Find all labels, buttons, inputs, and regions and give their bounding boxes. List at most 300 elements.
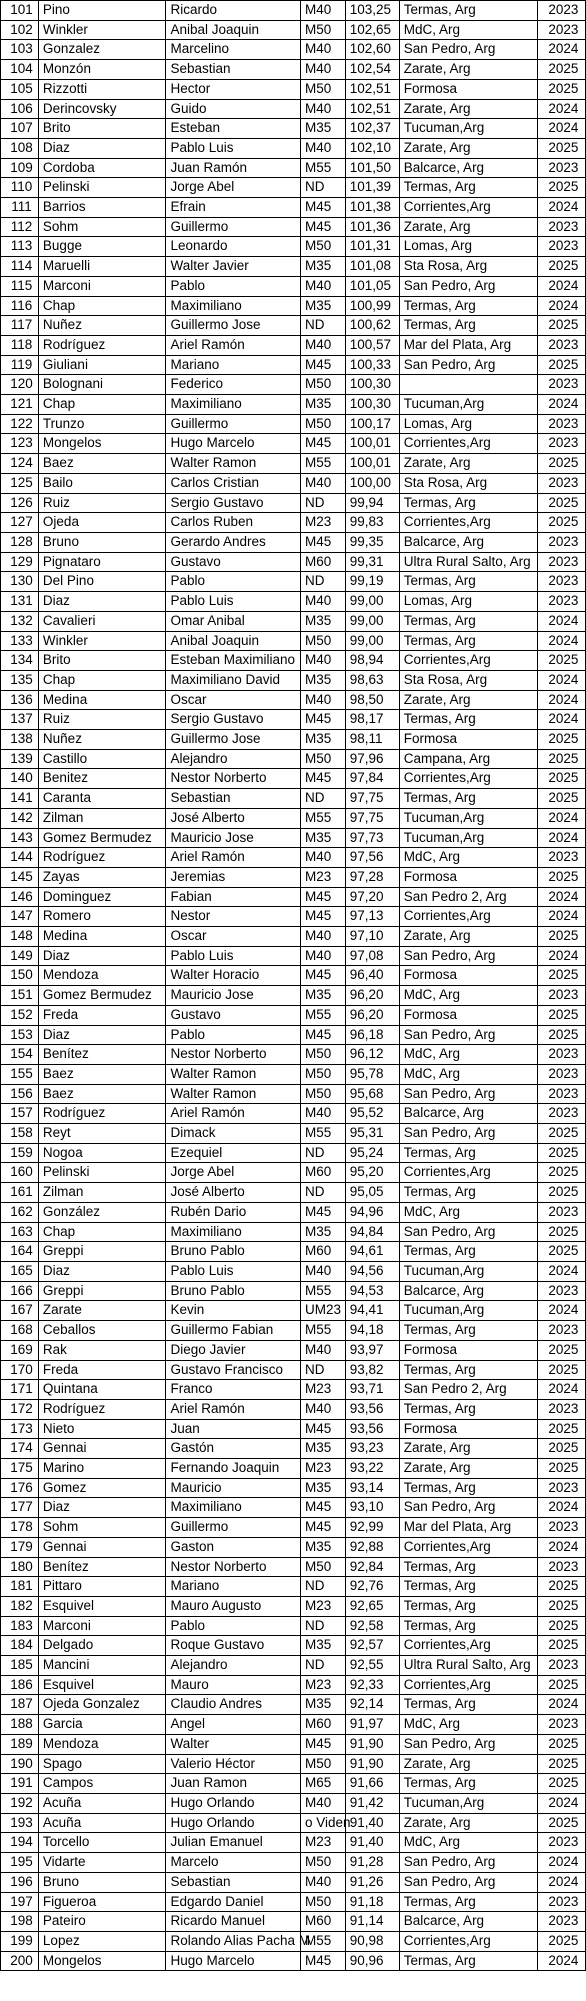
- cell-position: 129: [1, 552, 39, 572]
- cell-points: 93,82: [345, 1360, 399, 1380]
- table-row: [1, 1262, 586, 1282]
- cell-surname: Monzón: [38, 60, 166, 80]
- cell-first-name: Anibal Joaquin: [166, 20, 300, 40]
- cell-position: 142: [1, 808, 39, 828]
- cell-points: 100,30: [345, 375, 399, 395]
- table-row: [1, 237, 586, 257]
- cell-points: 100,62: [345, 316, 399, 336]
- table-row: [1, 1005, 586, 1025]
- table-row: [1, 710, 586, 730]
- cell-points: 98,50: [345, 690, 399, 710]
- table-row: [1, 60, 586, 80]
- cell-position: 197: [1, 1892, 39, 1912]
- cell-first-name: Ariel Ramón: [166, 1104, 300, 1124]
- cell-surname: Acuña: [38, 1793, 166, 1813]
- cell-year: 2025: [537, 454, 585, 474]
- table-row: [1, 1321, 586, 1341]
- cell-position: 147: [1, 907, 39, 927]
- cell-position: 149: [1, 946, 39, 966]
- cell-category: M40: [300, 1262, 345, 1282]
- cell-points: 91,26: [345, 1872, 399, 1892]
- cell-points: 93,23: [345, 1439, 399, 1459]
- cell-year: 2024: [537, 276, 585, 296]
- cell-year: 2025: [537, 1636, 585, 1656]
- table-row: [1, 1912, 586, 1932]
- table-row: [1, 1754, 586, 1774]
- cell-first-name: Hugo Marcelo: [166, 434, 300, 454]
- cell-surname: Del Pino: [38, 572, 166, 592]
- cell-location: Zarate, Arg: [399, 1813, 537, 1833]
- cell-surname: Gomez Bermudez: [38, 986, 166, 1006]
- cell-position: 135: [1, 670, 39, 690]
- cell-first-name: Pablo: [166, 1025, 300, 1045]
- cell-first-name: Hector: [166, 79, 300, 99]
- cell-year: 2023: [537, 1399, 585, 1419]
- cell-first-name: Maximiliano: [166, 1222, 300, 1242]
- cell-surname: Nieto: [38, 1419, 166, 1439]
- cell-points: 93,22: [345, 1459, 399, 1479]
- cell-surname: Freda: [38, 1360, 166, 1380]
- cell-surname: Gomez: [38, 1478, 166, 1498]
- table-row: [1, 20, 586, 40]
- cell-position: 104: [1, 60, 39, 80]
- cell-first-name: Nestor Norberto: [166, 1557, 300, 1577]
- table-row: [1, 1143, 586, 1163]
- cell-position: 107: [1, 119, 39, 139]
- cell-position: 170: [1, 1360, 39, 1380]
- cell-surname: Mendoza: [38, 966, 166, 986]
- cell-first-name: Mauricio Jose: [166, 986, 300, 1006]
- cell-surname: Nuñez: [38, 316, 166, 336]
- cell-first-name: Alejandro: [166, 1656, 300, 1676]
- cell-year: 2023: [537, 1557, 585, 1577]
- cell-surname: Ruiz: [38, 493, 166, 513]
- cell-surname: Vidarte: [38, 1853, 166, 1873]
- cell-surname: Sohm: [38, 217, 166, 237]
- cell-position: 158: [1, 1124, 39, 1144]
- cell-points: 95,78: [345, 1064, 399, 1084]
- cell-location: Lomas, Arg: [399, 592, 537, 612]
- cell-points: 101,08: [345, 257, 399, 277]
- table-row: [1, 1360, 586, 1380]
- cell-category: M60: [300, 1912, 345, 1932]
- cell-category: M40: [300, 848, 345, 868]
- table-row: [1, 572, 586, 592]
- cell-position: 114: [1, 257, 39, 277]
- cell-first-name: Pablo Luis: [166, 946, 300, 966]
- cell-first-name: Mauricio: [166, 1478, 300, 1498]
- cell-category: M40: [300, 1340, 345, 1360]
- cell-location: Ultra Rural Salto, Arg: [399, 1656, 537, 1676]
- cell-category: M55: [300, 1005, 345, 1025]
- cell-first-name: Mauro: [166, 1675, 300, 1695]
- cell-category: M40: [300, 473, 345, 493]
- cell-points: 100,99: [345, 296, 399, 316]
- cell-category: M35: [300, 1636, 345, 1656]
- cell-surname: Derincovsky: [38, 99, 166, 119]
- table-row: [1, 1222, 586, 1242]
- cell-year: 2024: [537, 946, 585, 966]
- cell-year: 2023: [537, 592, 585, 612]
- cell-first-name: Esteban Maximiliano: [166, 651, 300, 671]
- cell-points: 99,00: [345, 631, 399, 651]
- table-row: [1, 1951, 586, 1971]
- cell-year: 2025: [537, 1025, 585, 1045]
- cell-first-name: Walter Ramon: [166, 1084, 300, 1104]
- cell-position: 134: [1, 651, 39, 671]
- cell-points: 97,75: [345, 789, 399, 809]
- cell-location: Corrientes,Arg: [399, 434, 537, 454]
- cell-surname: Spago: [38, 1754, 166, 1774]
- cell-category: M45: [300, 1734, 345, 1754]
- cell-category: ND: [300, 1143, 345, 1163]
- cell-surname: Cordoba: [38, 158, 166, 178]
- cell-surname: Zilman: [38, 1183, 166, 1203]
- cell-points: 97,73: [345, 828, 399, 848]
- cell-position: 165: [1, 1262, 39, 1282]
- cell-points: 94,56: [345, 1262, 399, 1282]
- table-row: [1, 808, 586, 828]
- cell-position: 106: [1, 99, 39, 119]
- cell-category: M35: [300, 1537, 345, 1557]
- table-row: [1, 99, 586, 119]
- cell-points: 97,56: [345, 848, 399, 868]
- cell-location: MdC, Arg: [399, 1064, 537, 1084]
- cell-position: 192: [1, 1793, 39, 1813]
- cell-category: M60: [300, 1163, 345, 1183]
- table-row: [1, 1439, 586, 1459]
- cell-surname: Chap: [38, 395, 166, 415]
- cell-location: MdC, Arg: [399, 1715, 537, 1735]
- cell-surname: Garcia: [38, 1715, 166, 1735]
- cell-position: 184: [1, 1636, 39, 1656]
- cell-points: 92,57: [345, 1636, 399, 1656]
- cell-position: 126: [1, 493, 39, 513]
- cell-points: 102,51: [345, 99, 399, 119]
- cell-position: 131: [1, 592, 39, 612]
- cell-position: 154: [1, 1045, 39, 1065]
- cell-category: M45: [300, 198, 345, 218]
- cell-first-name: Maximiliano: [166, 296, 300, 316]
- cell-points: 97,84: [345, 769, 399, 789]
- cell-location: Corrientes,Arg: [399, 1537, 537, 1557]
- cell-points: 99,94: [345, 493, 399, 513]
- table-row: [1, 1380, 586, 1400]
- cell-surname: González: [38, 1202, 166, 1222]
- cell-first-name: Pablo Luis: [166, 138, 300, 158]
- cell-year: 2023: [537, 1912, 585, 1932]
- cell-location: Termas, Arg: [399, 296, 537, 316]
- cell-points: 102,37: [345, 119, 399, 139]
- cell-first-name: Guillermo Jose: [166, 730, 300, 750]
- cell-location: Formosa: [399, 730, 537, 750]
- cell-surname: Greppi: [38, 1242, 166, 1262]
- cell-surname: Rodríguez: [38, 848, 166, 868]
- cell-points: 93,14: [345, 1478, 399, 1498]
- table-row: [1, 158, 586, 178]
- table-row: [1, 887, 586, 907]
- cell-position: 109: [1, 158, 39, 178]
- cell-points: 92,99: [345, 1518, 399, 1538]
- cell-points: 94,61: [345, 1242, 399, 1262]
- cell-position: 185: [1, 1656, 39, 1676]
- table-row: [1, 79, 586, 99]
- cell-year: 2023: [537, 848, 585, 868]
- cell-category: M40: [300, 1872, 345, 1892]
- cell-first-name: Gaston: [166, 1537, 300, 1557]
- cell-category: M23: [300, 1675, 345, 1695]
- cell-first-name: Anibal Joaquin: [166, 631, 300, 651]
- cell-category: M50: [300, 631, 345, 651]
- cell-year: 2025: [537, 789, 585, 809]
- cell-category: M50: [300, 237, 345, 257]
- cell-location: Balcarce, Arg: [399, 1912, 537, 1932]
- cell-surname: Marino: [38, 1459, 166, 1479]
- cell-first-name: Bruno Pablo: [166, 1242, 300, 1262]
- cell-year: 2025: [537, 1616, 585, 1636]
- cell-first-name: Sergio Gustavo: [166, 710, 300, 730]
- cell-year: 2023: [537, 1, 585, 21]
- cell-surname: Trunzo: [38, 414, 166, 434]
- cell-location: Tucuman,Arg: [399, 1262, 537, 1282]
- cell-position: 200: [1, 1951, 39, 1971]
- cell-position: 187: [1, 1695, 39, 1715]
- cell-location: Tucuman,Arg: [399, 828, 537, 848]
- cell-year: 2023: [537, 434, 585, 454]
- cell-category: M50: [300, 1754, 345, 1774]
- table-row: [1, 1419, 586, 1439]
- cell-surname: Campos: [38, 1774, 166, 1794]
- cell-category: M45: [300, 887, 345, 907]
- table-row: [1, 375, 586, 395]
- cell-location: San Pedro, Arg: [399, 1853, 537, 1873]
- cell-points: 92,33: [345, 1675, 399, 1695]
- cell-first-name: Juan Ramon: [166, 1774, 300, 1794]
- cell-location: Formosa: [399, 79, 537, 99]
- cell-category: ND: [300, 1360, 345, 1380]
- table-row: [1, 1695, 586, 1715]
- cell-location: San Pedro 2, Arg: [399, 1380, 537, 1400]
- cell-position: 115: [1, 276, 39, 296]
- cell-position: 155: [1, 1064, 39, 1084]
- cell-points: 94,18: [345, 1321, 399, 1341]
- cell-location: Sta Rosa, Arg: [399, 473, 537, 493]
- cell-first-name: Kevin: [166, 1301, 300, 1321]
- cell-location: Termas, Arg: [399, 1774, 537, 1794]
- cell-position: 125: [1, 473, 39, 493]
- cell-points: 93,71: [345, 1380, 399, 1400]
- cell-category: M35: [300, 1695, 345, 1715]
- cell-points: 97,96: [345, 749, 399, 769]
- table-row: [1, 1616, 586, 1636]
- cell-position: 121: [1, 395, 39, 415]
- cell-category: M45: [300, 217, 345, 237]
- cell-first-name: Edgardo Daniel: [166, 1892, 300, 1912]
- table-row: [1, 1577, 586, 1597]
- cell-location: Lomas, Arg: [399, 237, 537, 257]
- cell-position: 162: [1, 1202, 39, 1222]
- cell-year: 2024: [537, 1380, 585, 1400]
- cell-surname: Zayas: [38, 867, 166, 887]
- cell-position: 143: [1, 828, 39, 848]
- cell-category: M50: [300, 20, 345, 40]
- cell-year: 2025: [537, 178, 585, 198]
- cell-position: 193: [1, 1813, 39, 1833]
- cell-position: 163: [1, 1222, 39, 1242]
- cell-location: San Pedro 2, Arg: [399, 887, 537, 907]
- cell-position: 167: [1, 1301, 39, 1321]
- cell-year: 2023: [537, 375, 585, 395]
- cell-points: 102,60: [345, 40, 399, 60]
- cell-surname: Esquivel: [38, 1675, 166, 1695]
- cell-category: M35: [300, 1439, 345, 1459]
- cell-first-name: Guillermo: [166, 414, 300, 434]
- cell-year: 2023: [537, 1202, 585, 1222]
- cell-surname: Chap: [38, 296, 166, 316]
- cell-first-name: Oscar: [166, 927, 300, 947]
- cell-first-name: Rolando Alias Pacha M: [166, 1931, 300, 1951]
- cell-first-name: Hugo Orlando: [166, 1813, 300, 1833]
- cell-location: Zarate, Arg: [399, 217, 537, 237]
- cell-position: 124: [1, 454, 39, 474]
- cell-surname: Zarate: [38, 1301, 166, 1321]
- cell-location: Termas, Arg: [399, 631, 537, 651]
- cell-first-name: Franco: [166, 1380, 300, 1400]
- cell-location: Corrientes,Arg: [399, 907, 537, 927]
- cell-first-name: Carlos Ruben: [166, 513, 300, 533]
- cell-surname: Caranta: [38, 789, 166, 809]
- cell-position: 196: [1, 1872, 39, 1892]
- cell-points: 100,33: [345, 355, 399, 375]
- table-row: [1, 1813, 586, 1833]
- table-row: [1, 119, 586, 139]
- cell-year: 2024: [537, 1262, 585, 1282]
- cell-position: 174: [1, 1439, 39, 1459]
- cell-year: 2023: [537, 217, 585, 237]
- cell-location: Tucuman,Arg: [399, 119, 537, 139]
- cell-points: 91,42: [345, 1793, 399, 1813]
- cell-position: 132: [1, 611, 39, 631]
- cell-position: 151: [1, 986, 39, 1006]
- cell-location: Termas, Arg: [399, 1399, 537, 1419]
- cell-points: 96,20: [345, 986, 399, 1006]
- cell-surname: Bolognani: [38, 375, 166, 395]
- cell-points: 102,54: [345, 60, 399, 80]
- cell-category: M35: [300, 730, 345, 750]
- cell-position: 102: [1, 20, 39, 40]
- cell-position: 199: [1, 1931, 39, 1951]
- cell-location: Balcarce, Arg: [399, 158, 537, 178]
- cell-surname: Winkler: [38, 631, 166, 651]
- cell-location: San Pedro, Arg: [399, 40, 537, 60]
- cell-points: 97,20: [345, 887, 399, 907]
- cell-points: 93,56: [345, 1419, 399, 1439]
- cell-position: 133: [1, 631, 39, 651]
- cell-first-name: Walter Horacio: [166, 966, 300, 986]
- table-row: [1, 966, 586, 986]
- table-row: [1, 749, 586, 769]
- cell-year: 2025: [537, 1005, 585, 1025]
- cell-first-name: Walter Javier: [166, 257, 300, 277]
- cell-position: 144: [1, 848, 39, 868]
- cell-year: 2023: [537, 572, 585, 592]
- cell-points: 91,40: [345, 1813, 399, 1833]
- cell-first-name: Juan: [166, 1419, 300, 1439]
- cell-surname: Maruelli: [38, 257, 166, 277]
- cell-location: Termas, Arg: [399, 316, 537, 336]
- cell-category: M40: [300, 138, 345, 158]
- cell-year: 2025: [537, 1419, 585, 1439]
- cell-location: Balcarce, Arg: [399, 1281, 537, 1301]
- cell-first-name: Nestor Norberto: [166, 1045, 300, 1065]
- cell-year: 2025: [537, 1124, 585, 1144]
- cell-year: 2024: [537, 1793, 585, 1813]
- cell-surname: Diaz: [38, 138, 166, 158]
- cell-position: 156: [1, 1084, 39, 1104]
- cell-year: 2025: [537, 79, 585, 99]
- table-row: [1, 946, 586, 966]
- cell-year: 2025: [537, 769, 585, 789]
- cell-first-name: Claudio Andres: [166, 1695, 300, 1715]
- cell-first-name: Mariano: [166, 1577, 300, 1597]
- cell-category: M55: [300, 1321, 345, 1341]
- cell-location: MdC, Arg: [399, 986, 537, 1006]
- cell-year: 2024: [537, 1301, 585, 1321]
- cell-surname: Nuñez: [38, 730, 166, 750]
- cell-first-name: Ariel Ramón: [166, 1399, 300, 1419]
- cell-first-name: Sebastian: [166, 60, 300, 80]
- cell-points: 99,35: [345, 532, 399, 552]
- cell-points: 97,75: [345, 808, 399, 828]
- cell-category: M40: [300, 1104, 345, 1124]
- cell-location: Lomas, Arg: [399, 414, 537, 434]
- cell-category: M35: [300, 828, 345, 848]
- cell-location: Termas, Arg: [399, 493, 537, 513]
- cell-category: ND: [300, 316, 345, 336]
- cell-position: 168: [1, 1321, 39, 1341]
- cell-location: Corrientes,Arg: [399, 1636, 537, 1656]
- cell-points: 95,05: [345, 1183, 399, 1203]
- cell-category: M50: [300, 1045, 345, 1065]
- table-row: [1, 1163, 586, 1183]
- table-row: [1, 651, 586, 671]
- table-row: [1, 316, 586, 336]
- cell-position: 141: [1, 789, 39, 809]
- cell-first-name: Dimack: [166, 1124, 300, 1144]
- cell-year: 2024: [537, 828, 585, 848]
- cell-surname: Diaz: [38, 946, 166, 966]
- table-row: [1, 217, 586, 237]
- cell-location: San Pedro, Arg: [399, 1084, 537, 1104]
- cell-points: 101,05: [345, 276, 399, 296]
- cell-year: 2023: [537, 335, 585, 355]
- cell-first-name: Pablo: [166, 276, 300, 296]
- cell-first-name: Oscar: [166, 690, 300, 710]
- cell-first-name: Walter Ramon: [166, 454, 300, 474]
- cell-category: M40: [300, 1, 345, 21]
- cell-points: 92,55: [345, 1656, 399, 1676]
- cell-location: Formosa: [399, 1340, 537, 1360]
- cell-position: 159: [1, 1143, 39, 1163]
- cell-surname: Greppi: [38, 1281, 166, 1301]
- table-row: [1, 1636, 586, 1656]
- table-row: [1, 335, 586, 355]
- cell-first-name: Bruno Pablo: [166, 1281, 300, 1301]
- cell-year: 2024: [537, 99, 585, 119]
- cell-category: o Viden: [300, 1813, 345, 1833]
- cell-year: 2023: [537, 1478, 585, 1498]
- cell-first-name: Gustavo Francisco: [166, 1360, 300, 1380]
